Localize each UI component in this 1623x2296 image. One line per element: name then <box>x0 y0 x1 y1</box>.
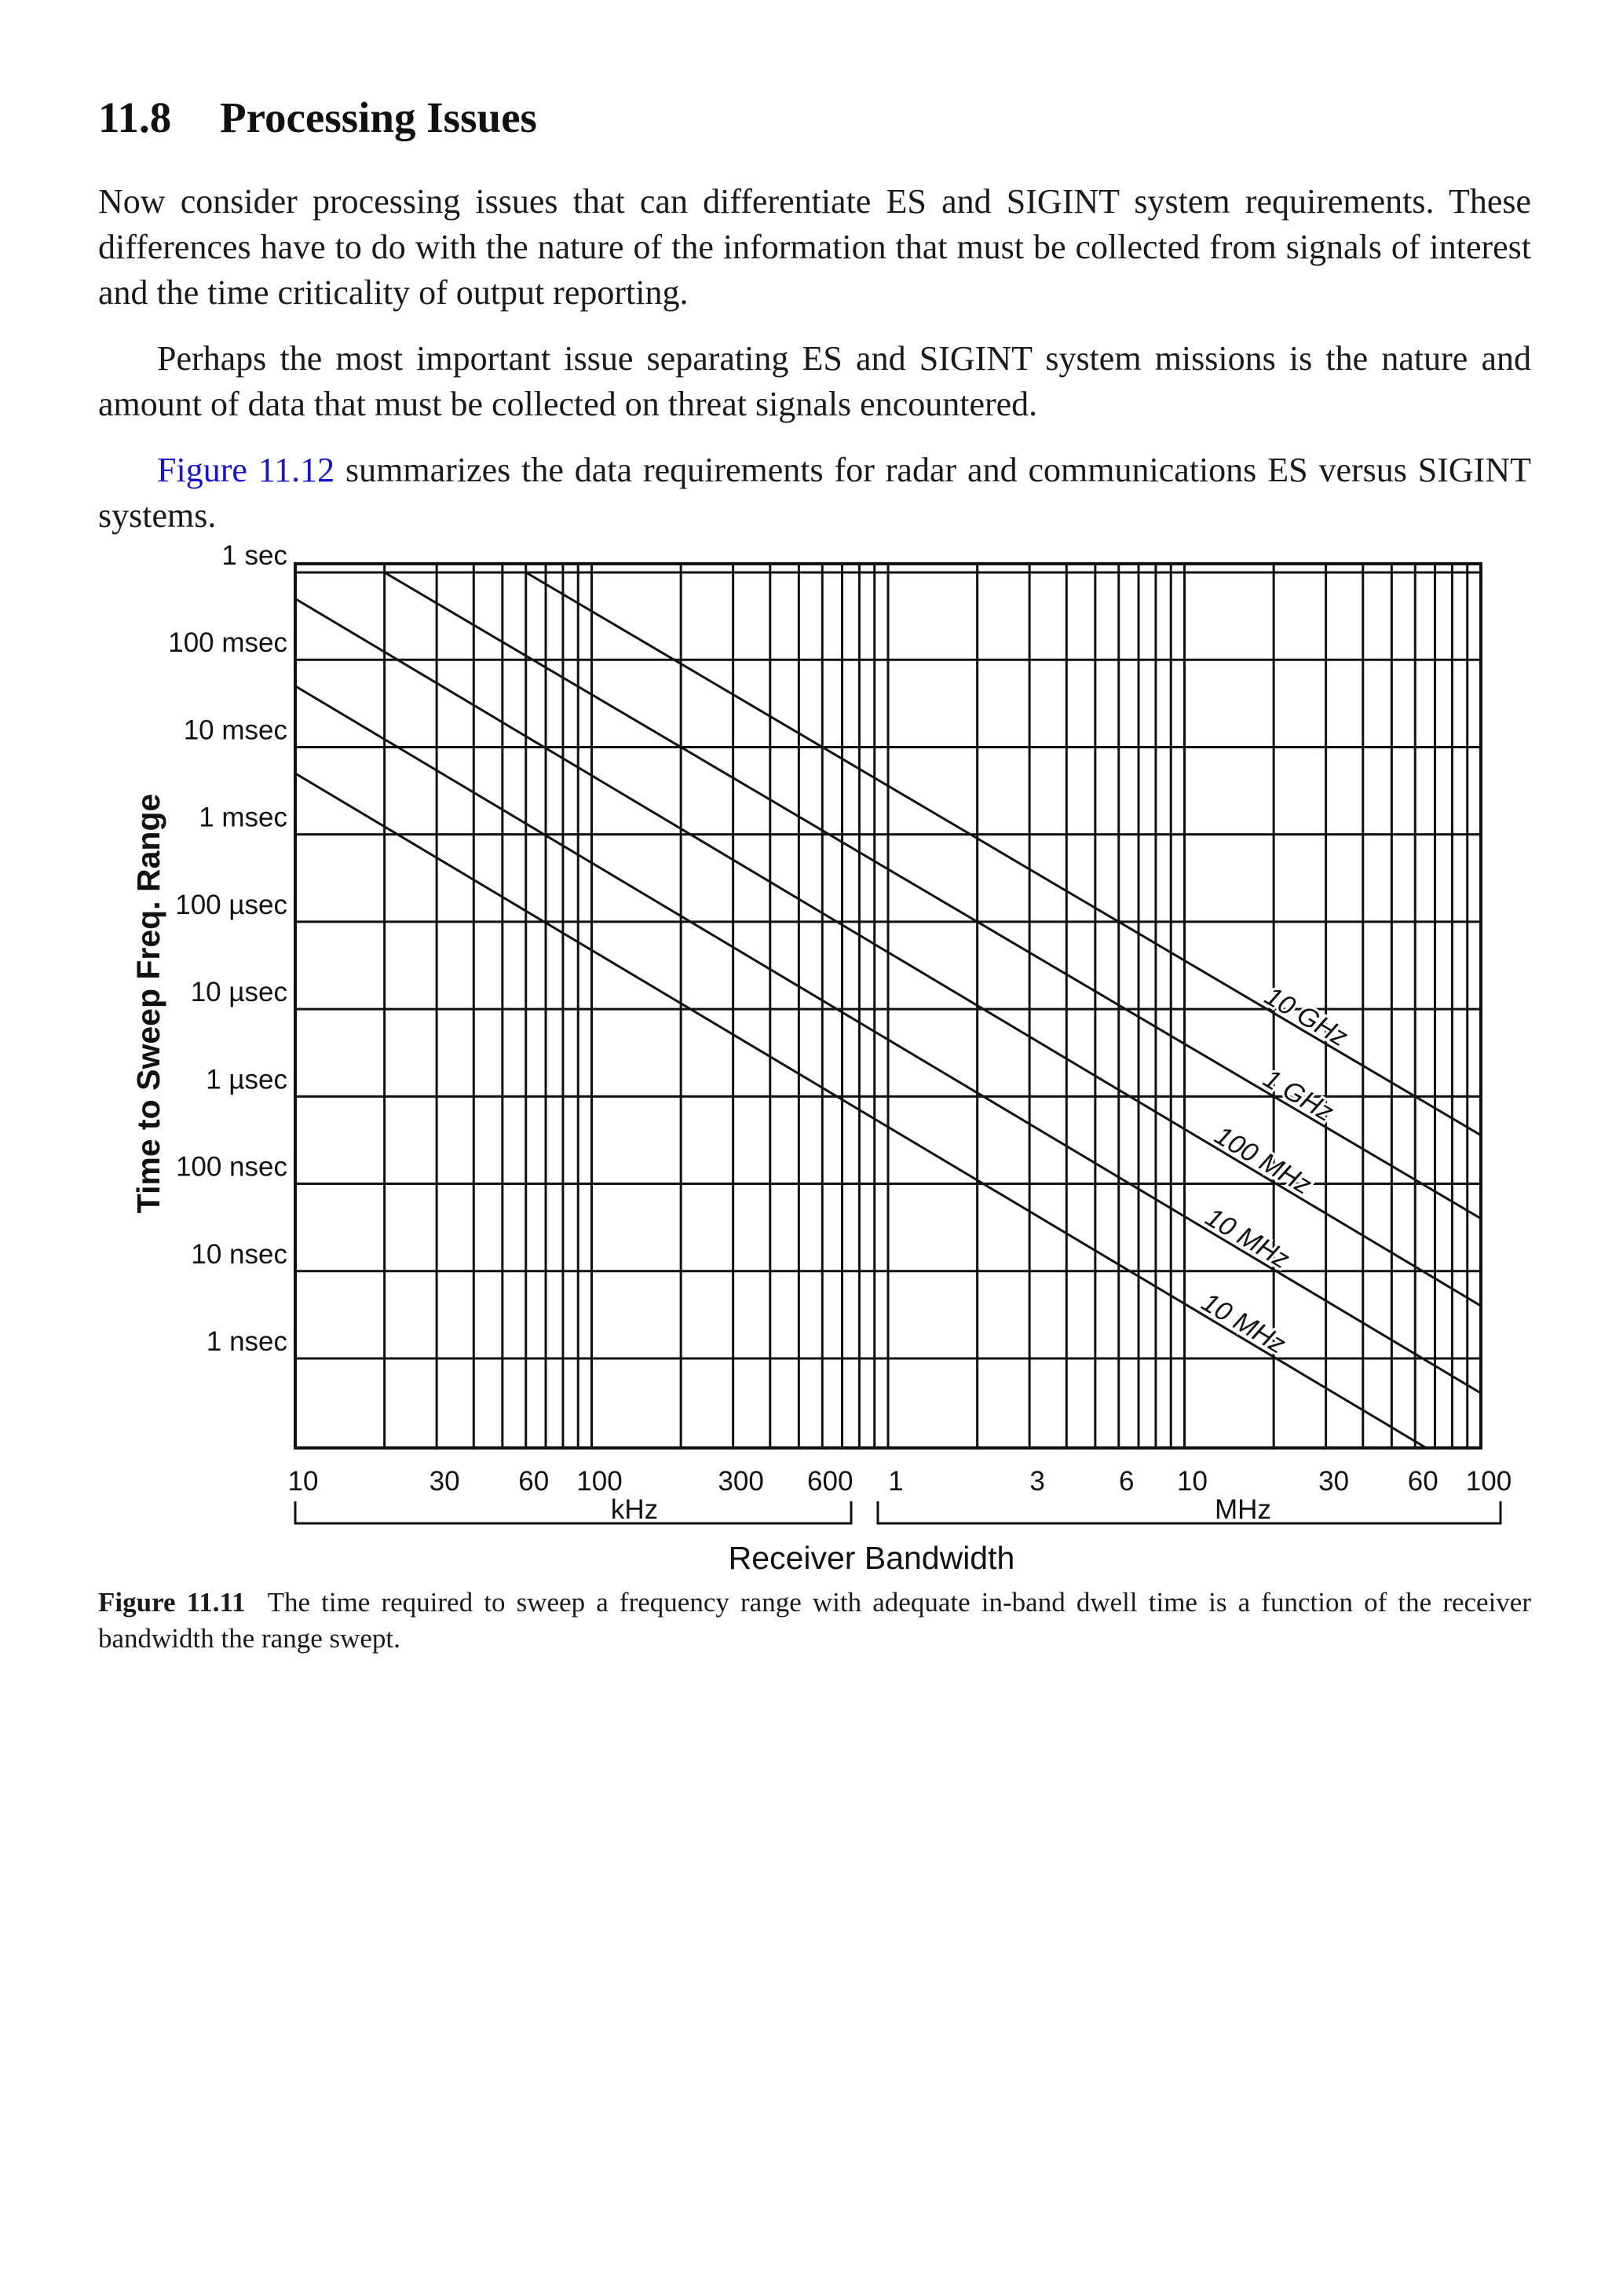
figure-link[interactable]: Figure 11.12 <box>157 451 335 489</box>
y-tick-label: 1 sec <box>221 540 287 571</box>
x-tick-label: 60 <box>518 1466 550 1497</box>
series-label: 10 MHz <box>1196 1287 1291 1360</box>
unit-bracket <box>878 1501 1501 1523</box>
y-tick-label: 10 nsec <box>191 1238 287 1270</box>
y-tick-label: 10 msec <box>183 715 287 746</box>
y-axis-title: Time to Sweep Freq. Range <box>130 793 166 1214</box>
x-axis-title: Receiver Bandwidth <box>728 1540 1015 1576</box>
y-tick-label: 100 nsec <box>175 1151 287 1183</box>
x-tick-label: 30 <box>1318 1466 1350 1497</box>
y-tick-label: 1 msec <box>199 802 287 833</box>
y-tick-label: 1 nsec <box>206 1326 287 1357</box>
paragraph-1: Now consider processing issues that can differentiate ES and SIGINT system requirements. These differences have to do with the nature of the information that must be collected from signals of interest and the time criticality of output reporting. <box>98 182 1531 312</box>
section-number: 11.8 <box>98 93 172 141</box>
series-label: 1 GHz <box>1258 1063 1339 1128</box>
unit-bracket <box>295 1501 851 1523</box>
y-tick-label: 100 msec <box>168 627 287 659</box>
paragraph-2: Perhaps the most important issue separating ES and SIGINT system missions is the nature and amount of data that must be collected on threat signals encountered. <box>98 339 1531 423</box>
x-tick-label: 1 <box>888 1466 904 1497</box>
unit-label: kHz <box>610 1494 659 1525</box>
figure-caption <box>98 1585 1531 1657</box>
y-tick-label: 100 µsec <box>175 889 287 920</box>
paragraph-3-text: summarizes the data requirements for radar and communications ES versus SIGINT systems. <box>98 451 1531 535</box>
series-label: 10 GHz <box>1259 981 1353 1053</box>
x-tick-label: 10 <box>287 1466 319 1497</box>
x-tick-label: 60 <box>1407 1466 1438 1497</box>
caption-text: The time required to sweep a frequency range with adequate in-band dwell time is a function of the receiver bandwidth the range swept. <box>98 1587 1531 1654</box>
series-label: 100 MHz <box>1209 1120 1317 1201</box>
x-tick-label: 6 <box>1119 1466 1135 1497</box>
x-tick-label: 3 <box>1029 1466 1045 1497</box>
x-tick-label: 600 <box>807 1466 854 1497</box>
x-tick-label: 300 <box>718 1466 764 1497</box>
caption-label: Figure 11.11 <box>98 1587 246 1618</box>
chart-labels <box>130 540 1512 1576</box>
y-tick-label: 1 µsec <box>206 1064 287 1095</box>
series-label: 10 MHz <box>1200 1201 1295 1275</box>
y-tick-label: 10 µsec <box>190 977 287 1008</box>
unit-label: MHz <box>1215 1494 1271 1525</box>
x-tick-label: 30 <box>429 1466 460 1497</box>
x-tick-label: 100 <box>1465 1466 1512 1497</box>
x-tick-label: 100 <box>576 1466 623 1497</box>
section-title: Processing Issues <box>220 93 537 141</box>
x-tick-label: 10 <box>1177 1466 1208 1497</box>
